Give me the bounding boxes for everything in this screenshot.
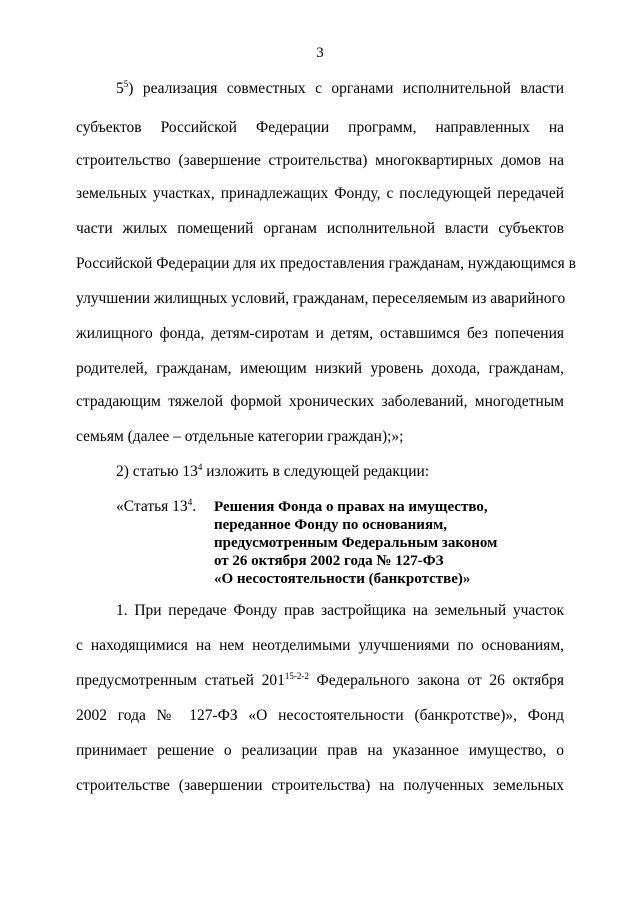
page-number: 3 <box>316 45 324 61</box>
text-line: с находящимися на нем неотделимыми улучшениями по основаниям, <box>76 637 564 654</box>
paragraph-2: 2) статью $13^4$ изложить в следующей редакции: <box>116 461 430 480</box>
text-line: 1. При передаче Фонду прав застройщика на земельный участок <box>116 602 564 619</box>
text-line: строительстве (завершении строительства) на полученных земельных <box>76 777 564 794</box>
text-line: субъектов Российской Федерации программ, направленных на <box>76 119 564 136</box>
text-line: семьям (далее – отдельные категории граждан);»; <box>76 428 404 445</box>
article-title <box>214 498 574 588</box>
text-line: части жилых помещений органам исполнительной власти субъектов <box>76 220 564 237</box>
article-title-line: «О несостоятельности (банкротстве)» <box>214 571 471 587</box>
text-line: родителей, гражданам, имеющим низкий уровень дохода, гражданам, <box>76 360 564 377</box>
text-line: строительство (завершение строительства) многоквартирных домов на <box>76 152 564 169</box>
text-line: страдающим тяжелой формой хронических заболеваний, многодетным <box>76 393 564 410</box>
text-line: земельных участках, принадлежащих Фонду, с последующей передачей <box>76 185 564 202</box>
article-title-line: от 26 октября 2002 года № 127-ФЗ <box>214 553 444 569</box>
text-line: 2002 года № 127-ФЗ «О несостоятельности (банкротстве)», Фонд <box>76 707 564 724</box>
text-line: улучшении жилищных условий, гражданам, переселяемым из аварийного <box>76 290 566 307</box>
item-number: $5^5$ <box>116 78 129 97</box>
article-title-line: переданное Фонду по основаниям, <box>214 517 448 533</box>
text-line: Российской Федерации для их предоставления гражданам, нуждающимся в <box>76 255 577 272</box>
article-title-line: предусмотренным Федеральным законом <box>214 535 498 551</box>
text-line: предусмотренным статьей 201$^{15-2-2}$ Федерального закона от 26 октября <box>76 670 564 689</box>
text-line: жилищного фонда, детям-сиротам и детям, оставшимся без попечения <box>76 325 564 342</box>
article-label: «Статья $13^4$. <box>116 496 197 515</box>
text-line: $5^5$) реализация совместных с органами исполнительной власти <box>116 78 564 97</box>
article-title-line: Решения Фонда о правах на имущество, <box>214 499 488 515</box>
text-line: принимает решение о реализации прав на указанное имущество, о <box>76 742 564 759</box>
